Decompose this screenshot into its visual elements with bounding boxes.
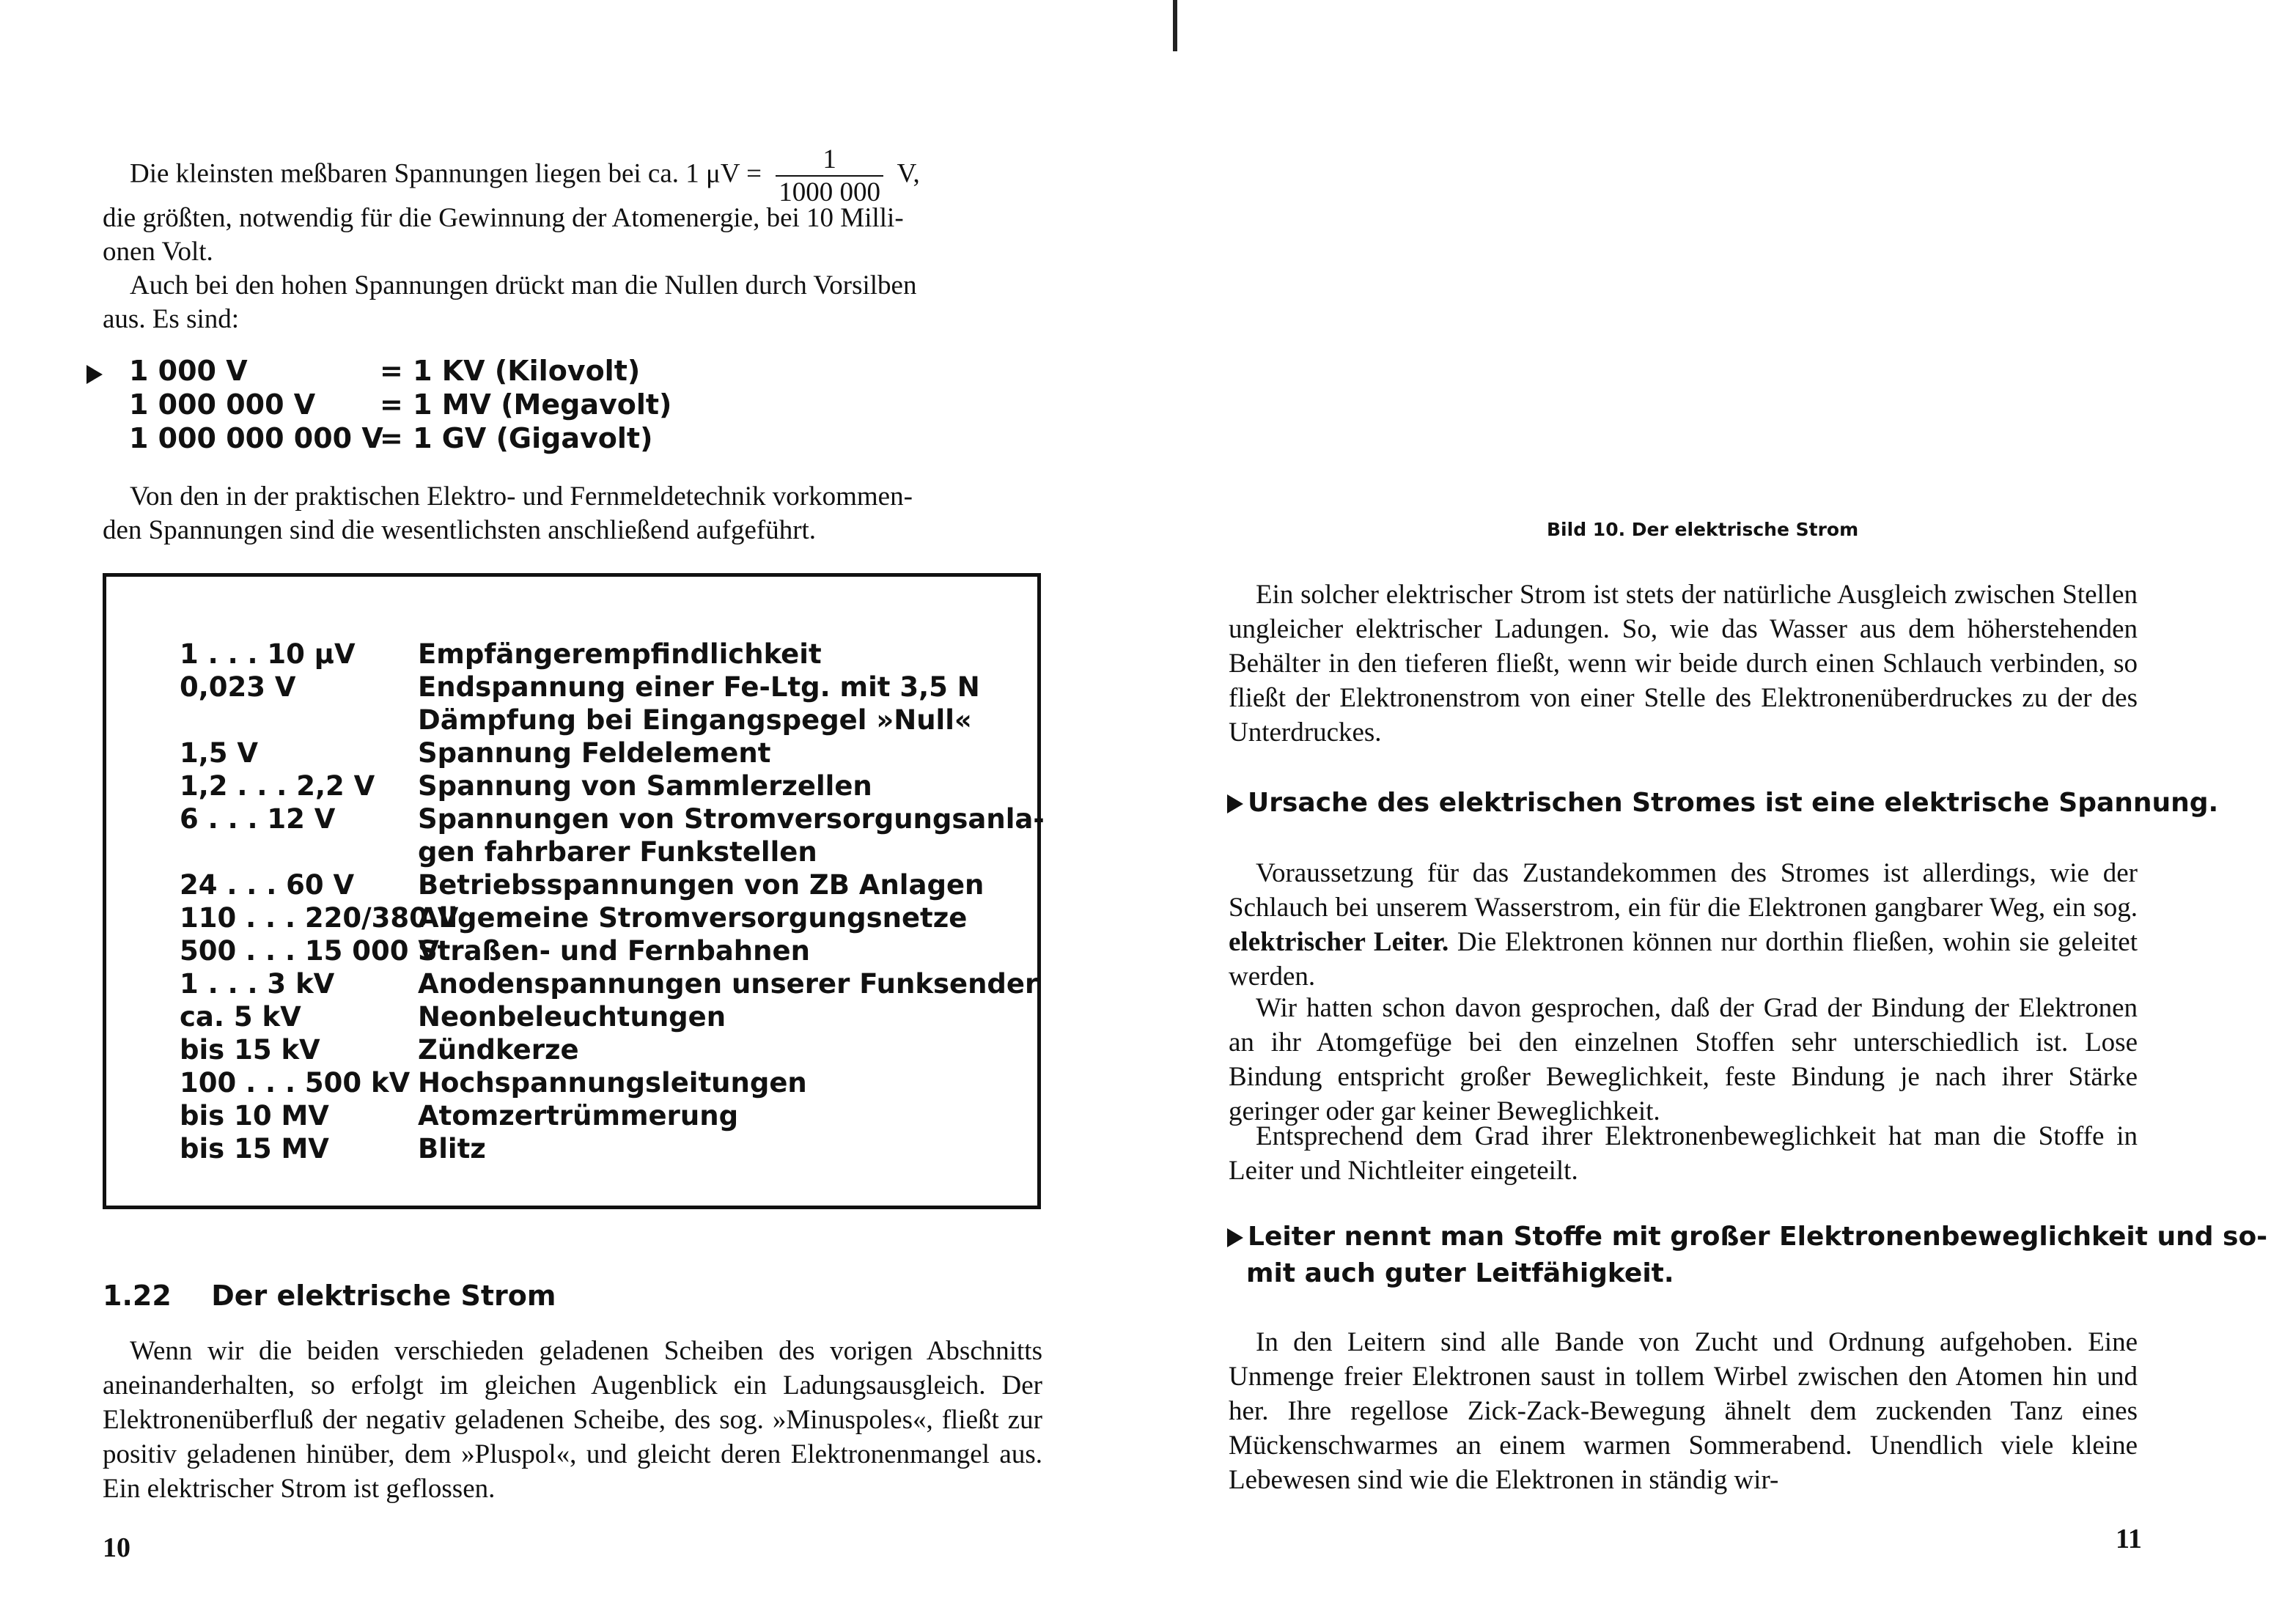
voltage-description: Betriebsspannungen von ZB Anlagen <box>418 869 984 901</box>
voltage-value: bis 10 MV <box>180 1100 329 1132</box>
voltage-description: gen fahrbarer Funkstellen <box>418 836 817 868</box>
voltage-value: 1 . . . 10 μV <box>180 638 356 670</box>
prefix-line-2: aus. Es sind: <box>103 304 240 334</box>
voltage-description: Allgemeine Stromversorgungsnetze <box>418 902 968 934</box>
unit-equivalent: = 1 MV (Megavolt) <box>380 388 672 421</box>
highlight-cause-text: Ursache des elektrischen Stromes ist eine elektrische Spannung. <box>1248 788 2219 818</box>
voltage-value: bis 15 kV <box>180 1034 320 1066</box>
intro-line-1 <box>130 144 920 208</box>
voltage-description: Zündkerze <box>418 1034 579 1066</box>
voltage-description: Neonbeleuchtungen <box>418 1001 726 1033</box>
page-number: 10 <box>103 1532 130 1563</box>
unit-row <box>87 388 746 424</box>
voltage-value: ca. 5 kV <box>180 1001 301 1033</box>
voltage-value: 110 . . . 220/380 V <box>180 902 459 934</box>
voltage-description: Straßen- und Fernbahnen <box>418 935 810 967</box>
practice-line-1: Von den in der praktischen Elektro- und Fernmeldetechnik vorkommen- <box>130 481 913 512</box>
intro-text-before-fraction: Die kleinsten meßbaren Spannungen liegen bei ca. 1 μV = <box>130 158 762 189</box>
section-title: Der elektrische Strom <box>211 1280 556 1312</box>
voltage-description: Spannung Feldelement <box>418 737 771 769</box>
voltage-value: 1,5 V <box>180 737 259 769</box>
highlight-conductor <box>1227 1219 2267 1255</box>
arrow-marker-icon <box>87 356 107 388</box>
paragraph-conductor-text-b: Die Elektronen können nur dorthin fließen, wohin sie geleitet werden. <box>1229 927 2138 992</box>
paragraph-conductor <box>1229 856 2138 994</box>
paragraph-classification: Entsprechend dem Grad ihrer Elektronenbeweglichkeit hat man die Stoffe in Leiter und Nichtleiter eingeteilt. <box>1229 1121 2138 1186</box>
intro-text-after-fraction: V, <box>897 158 920 189</box>
voltage-description: Spannungen von Stromversorgungsanla- <box>418 803 1045 835</box>
arrow-marker-icon <box>1227 794 1243 813</box>
arrow-marker-icon <box>1227 1228 1243 1247</box>
fraction-numerator: 1 <box>776 144 883 177</box>
voltage-value: 1,2 . . . 2,2 V <box>180 770 375 802</box>
highlight-cause <box>1227 786 2218 821</box>
page-number: 11 <box>2116 1524 2142 1554</box>
voltage-description: Blitz <box>418 1133 486 1165</box>
right-page <box>1146 0 2293 1624</box>
section-paragraph: Wenn wir die beiden verschieden geladenen Scheiben des vorigen Abschnitts aneinanderhalten, so erfolgt im gleichen Augenblick ein Ladungsausgleich. Der Elektronenüberfluß der negativ geladenen Scheibe, des sog. »Minuspoles«, fließt zur positiv geladenen hinüber, dem »Pluspol«, und gleicht deren Elektronenmangel aus. Ein elektrischer Strom ist geflossen. <box>103 1336 1042 1504</box>
voltage-value: 100 . . . 500 kV <box>180 1067 411 1099</box>
prefix-line-1: Auch bei den hohen Spannungen drückt man die Nullen durch Vorsilben <box>130 270 917 300</box>
unit-row <box>87 422 746 457</box>
unit-equivalent: = 1 GV (Gigavolt) <box>380 422 653 454</box>
voltage-description: Empfängerempfindlichkeit <box>418 638 822 670</box>
voltage-value: 6 . . . 12 V <box>180 803 336 835</box>
paragraph-current-balance: Ein solcher elektrischer Strom ist stets der natürliche Ausgleich zwischen Stellen ungleicher elektrischer Ladungen. So, wie das Wasser aus dem höherstehenden Behälter in den tieferen fließt, wenn wir beide durch einen Schlauch verbinden, so fließt der Elektronenstrom von einer Stelle des Elektronenüberdruckes zu der des Unterdruckes. <box>1229 580 2138 748</box>
intro-line-3: onen Volt. <box>103 237 213 267</box>
voltage-description: Hochspannungsleitungen <box>418 1067 807 1099</box>
paragraph-conductor-bold: elektrischer Leiter. <box>1229 927 1449 957</box>
unit-value: 1 000 V <box>129 355 248 387</box>
unit-value: 1 000 000 V <box>129 388 316 421</box>
section-number: 1.22 <box>103 1280 172 1312</box>
voltage-table <box>103 573 1045 1209</box>
figure-caption: Bild 10. Der elektrische Strom <box>1547 519 1859 540</box>
unit-row <box>87 355 746 390</box>
practice-line-2: den Spannungen sind die wesentlichsten anschließend aufgeführt. <box>103 515 817 545</box>
voltage-value: 500 . . . 15 000 V <box>180 935 440 967</box>
paragraph-binding: Wir hatten schon davon gesprochen, daß der Grad der Bindung der Elektronen an ihr Atomgefüge bei den einzelnen Stoffen sehr unterschiedlich ist. Lose Bindung entspricht großer Beweglichkeit, feste Bindung je nach ihrer Stärke geringer oder gar keiner Beweglichkeit. <box>1229 993 2138 1126</box>
unit-equivalent: = 1 KV (Kilovolt) <box>380 355 641 387</box>
voltage-value: 0,023 V <box>180 671 296 703</box>
left-page <box>0 0 1146 1624</box>
section-heading <box>103 1280 556 1312</box>
highlight-conductor-line-1: Leiter nennt man Stoffe mit großer Elektronenbeweglichkeit und so- <box>1248 1222 2268 1252</box>
voltage-description: Atomzertrümmerung <box>418 1100 739 1132</box>
paragraph-free-electrons: In den Leitern sind alle Bande von Zucht und Ordnung aufgehoben. Eine Unmenge freier Elektronen saust in tollem Wirbel zwischen den Atomen hin und her. Ihre regellose Zick-Zack-Bewegung ähnelt dem zuckenden Tanz eines Mückenschwarmes an einem warmen Sommerabend. Unendlich viele kleine Lebewesen sind wie die Elektronen in ständig wir- <box>1229 1327 2138 1495</box>
voltage-value: 1 . . . 3 kV <box>180 968 335 1000</box>
paragraph-conductor-text-a: Voraussetzung für das Zustandekommen des Stromes ist allerdings, wie der Schlauch bei unserem Wasserstrom, ein für die Elektronen gangbarer Weg, ein sog. <box>1229 858 2138 923</box>
unit-value: 1 000 000 000 V <box>129 422 383 454</box>
intro-line-2: die größten, notwendig für die Gewinnung der Atomenergie, bei 10 Milli- <box>103 203 904 233</box>
voltage-description: Dämpfung bei Eingangspegel »Null« <box>418 704 972 736</box>
voltage-description: Endspannung einer Fe-Ltg. mit 3,5 N <box>418 671 980 703</box>
voltage-description: Spannung von Sammlerzellen <box>418 770 872 802</box>
voltage-value: 24 . . . 60 V <box>180 869 355 901</box>
voltage-value: bis 15 MV <box>180 1133 329 1165</box>
fraction-micro <box>776 144 883 208</box>
fraction-denominator: 1000 000 <box>779 177 881 207</box>
voltage-description: Anodenspannungen unserer Funksender <box>418 968 1039 1000</box>
highlight-conductor-line-2: mit auch guter Leitfähigkeit. <box>1246 1258 1674 1288</box>
